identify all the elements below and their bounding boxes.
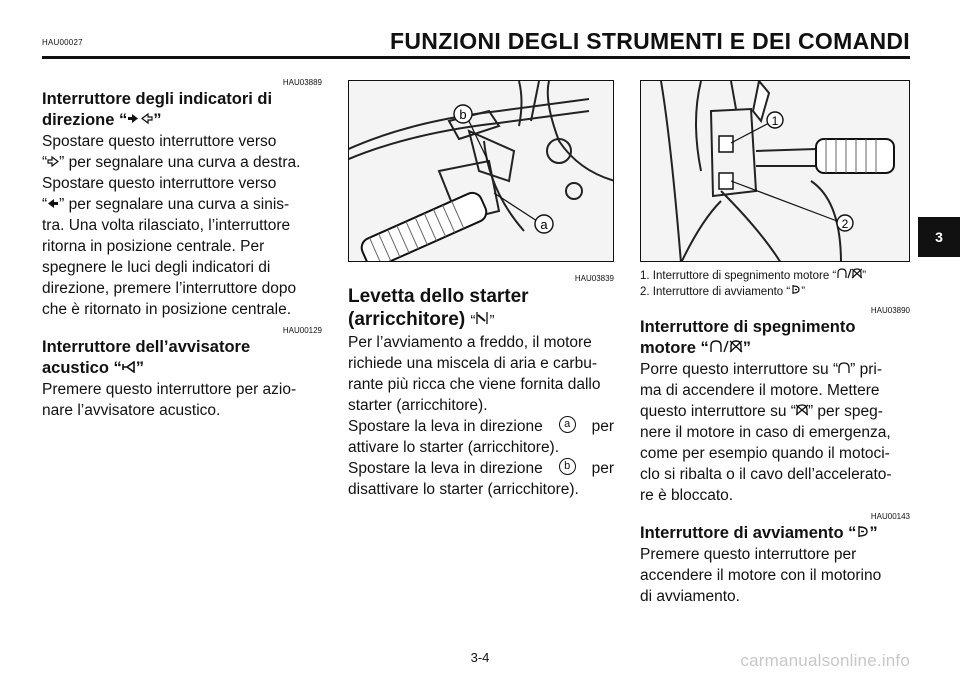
- stop-icon: [796, 401, 808, 422]
- choke-icon: [475, 308, 489, 331]
- watermark: carmanualsonline.info: [740, 651, 910, 670]
- label-2: 2: [841, 217, 849, 231]
- page-number: 3-4: [470, 650, 490, 665]
- chapter-tab: 3: [918, 217, 960, 257]
- circled-letter-b: b: [559, 458, 576, 475]
- section-heading-turn-signal: Interruttore degli indicatori di direzione “ ”: [42, 90, 273, 129]
- column-left: [42, 72, 322, 421]
- photo-caption: 1. Interruttore di spegnimento motore “ ” 2. Interruttore di avviamento “ ”: [640, 270, 867, 298]
- header-rule: [42, 56, 910, 59]
- column-right: [640, 80, 910, 607]
- section-code: HAU00143: [870, 512, 910, 521]
- section-heading-horn: Interruttore dell’avvisatore acustico “ ”: [42, 338, 251, 377]
- circled-letter-a: a: [559, 416, 576, 433]
- page-title: FUNZIONI DEGLI STRUMENTI E DEI COMANDI: [390, 28, 910, 54]
- turn-signal-both-icon: [127, 110, 153, 131]
- starter-icon: [790, 284, 801, 300]
- label-a: a: [540, 217, 548, 232]
- turn-signal-text: Spostare questo interruttore verso “ ” per segnalare una curva a destra. Spostare questo interruttore verso “ ” per segnalare una curva a sinis- tra. Una volta rilasciato, l’interruttore ritorna in posizione centrale. Per spegnere le luci degli indicatori di direzione, premere l’interruttore dopo che è ritornato in posizione centrale.: [42, 133, 301, 318]
- run-icon: [838, 359, 850, 380]
- engine-stop-text: Porre questo interruttore su “ ” pri- ma di accendere il motore. Mettere questo interruttore su “ ” per speg- nere il motore in caso di emergenza, come per esempio quando il motoci- clo si ribalta o il cavo dell’accelerato- re è bloccato.: [640, 361, 892, 504]
- section-code: HAU03839: [574, 274, 614, 283]
- section-heading-engine-stop: Interruttore di spegnimento motore “ ”: [640, 318, 856, 357]
- horn-icon: [122, 358, 136, 379]
- label-b: b: [459, 107, 467, 122]
- section-code: HAU03889: [282, 78, 322, 87]
- horn-text: Premere questo interruttore per azio- nare l’avvisatore acustico.: [42, 381, 297, 419]
- switch-photo: [640, 80, 910, 262]
- header-code: HAU00027: [42, 38, 83, 47]
- section-heading-starter-switch: Interruttore di avviamento “ ”: [640, 524, 878, 542]
- section-code: HAU00129: [282, 326, 322, 335]
- turn-left-icon: [47, 194, 59, 215]
- starter-text: Per l’avviamento a freddo, il motore richiede una miscela di aria e carbu- rante più ricca che viene fornita dallo starter (arricchitore). Spostare la leva in direzione a per attivare lo starter (arricchitore). Spostare la leva in direzione b per disattivare lo starter (arricchitore).: [348, 334, 614, 498]
- starter-lever-photo: [348, 80, 614, 262]
- starter-icon: [856, 523, 869, 544]
- engine-stop-icon: [836, 268, 862, 284]
- engine-stop-icon: [709, 338, 743, 359]
- label-1: 1: [771, 114, 779, 128]
- turn-right-icon: [47, 152, 59, 173]
- section-code: HAU03890: [870, 306, 910, 315]
- starter-switch-text: Premere questo interruttore per accendere il motore con il motorino di avviamento.: [640, 546, 882, 605]
- section-heading-starter: Levetta dello starter (arricchitore) “ ”: [348, 286, 529, 330]
- column-middle: [348, 80, 614, 500]
